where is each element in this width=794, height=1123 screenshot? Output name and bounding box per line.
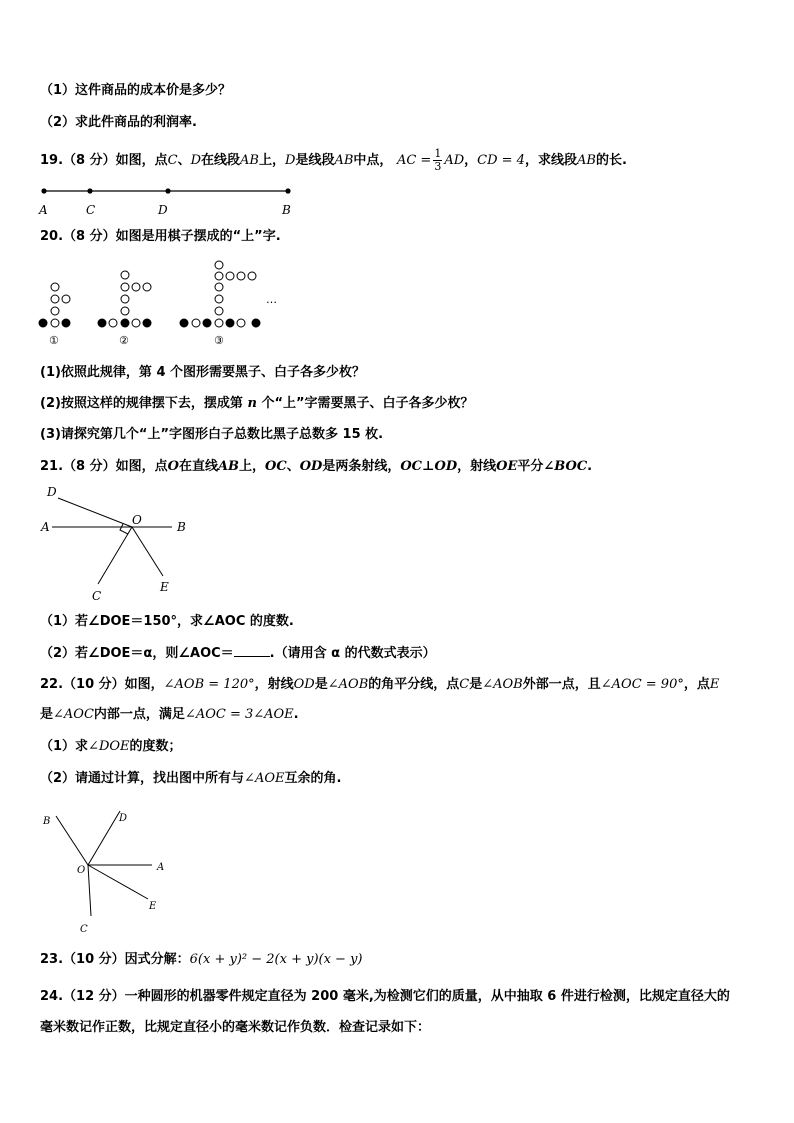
chess-figure-1 — [39, 283, 70, 327]
q21-angle-figure — [36, 484, 206, 604]
label-A: A — [41, 520, 50, 534]
label-C: C — [92, 589, 102, 603]
q20-part1: (1)依照此规律，第 4 个图形需要黑子、白子各多少枚？ — [40, 365, 366, 380]
label-D: D — [119, 813, 128, 824]
label-O: O — [77, 865, 86, 876]
q21-text: 21.（8 分）如图，点O在直线AB上，OC、OD是两条射线，OC⊥OD，射线OE平分∠BOC. — [40, 459, 593, 474]
chess-figure-2 — [98, 271, 151, 327]
figure-label-1: ① — [49, 334, 59, 347]
label-E: E — [160, 580, 169, 594]
label-C: C — [80, 924, 88, 935]
answer-blank[interactable] — [234, 644, 270, 657]
figure-label-3: ③ — [214, 334, 224, 347]
q18-part2: （2）求此件商品的利润率. — [40, 115, 197, 130]
label-A: A — [39, 203, 48, 217]
label-O: O — [132, 513, 142, 527]
q20-title: 20.（8 分）如图是用棋子摆成的“上”字. — [40, 229, 281, 244]
q19-text: 19.（8 分）如图，点C、D在线段AB上，D是线段AB中点， AC = $\frac{1}{3}$ AD，CD = 4，求线段AB的长. — [40, 147, 627, 173]
q22-angle-figure — [36, 798, 186, 938]
q22-part2: （2）请通过计算，找出图中所有与∠AOE互余的角. — [40, 771, 342, 786]
label-B: B — [177, 520, 186, 534]
q24-line2: 毫米数记作正数，比规定直径小的毫米数记作负数．检查记录如下： — [40, 1020, 431, 1035]
label-E: E — [149, 901, 157, 912]
label-B: B — [43, 816, 51, 827]
chess-figure-3 — [180, 261, 260, 327]
q18-part1: （1）这件商品的成本价是多少？ — [40, 83, 232, 98]
label-A: A — [157, 862, 165, 873]
figure-label-2: ② — [119, 334, 129, 347]
q19-segment-figure — [36, 182, 306, 222]
q24-line1: 24.（12 分）一种圆形的机器零件规定直径为 200 毫米,为检测它们的质量，从中抽取 6 件进行检测，比规定直径大的 — [40, 989, 730, 1004]
q21-part1: （1）若∠DOE＝150°，求∠AOC 的度数. — [40, 614, 294, 629]
ellipsis: … — [266, 293, 277, 306]
q21-part2: （2）若∠DOE＝α，则∠AOC＝ .（请用含 α 的代数式表示） — [40, 646, 436, 661]
q22-line2: 是∠AOC内部一点，满足∠AOC = 3∠AOE. — [40, 707, 299, 722]
q22-line1: 22.（10 分）如图，∠AOB = 120°，射线OD是∠AOB的角平分线，点C是∠AOB外部一点，且∠AOC = 90°，点E — [40, 677, 720, 692]
q23-text: 23.（10 分）因式分解：6(x + y)² − 2(x + y)(x − y) — [40, 952, 363, 967]
label-B: B — [282, 203, 291, 217]
q20-part3: (3)请探究第几个“上”字图形白子总数比黑子总数多 15 枚. — [40, 427, 384, 442]
label-D: D — [158, 203, 168, 217]
fraction-one-third: $\frac{1}{3}$ — [434, 147, 442, 173]
q20-chess-figure — [36, 258, 296, 350]
label-C: C — [86, 203, 96, 217]
label-D: D — [47, 485, 57, 499]
q22-part1: （1）求∠DOE的度数； — [40, 739, 182, 754]
q20-part2: (2)按照这样的规律摆下去，摆成第 n 个“上”字需要黑子、白子各多少枚？ — [40, 396, 474, 411]
